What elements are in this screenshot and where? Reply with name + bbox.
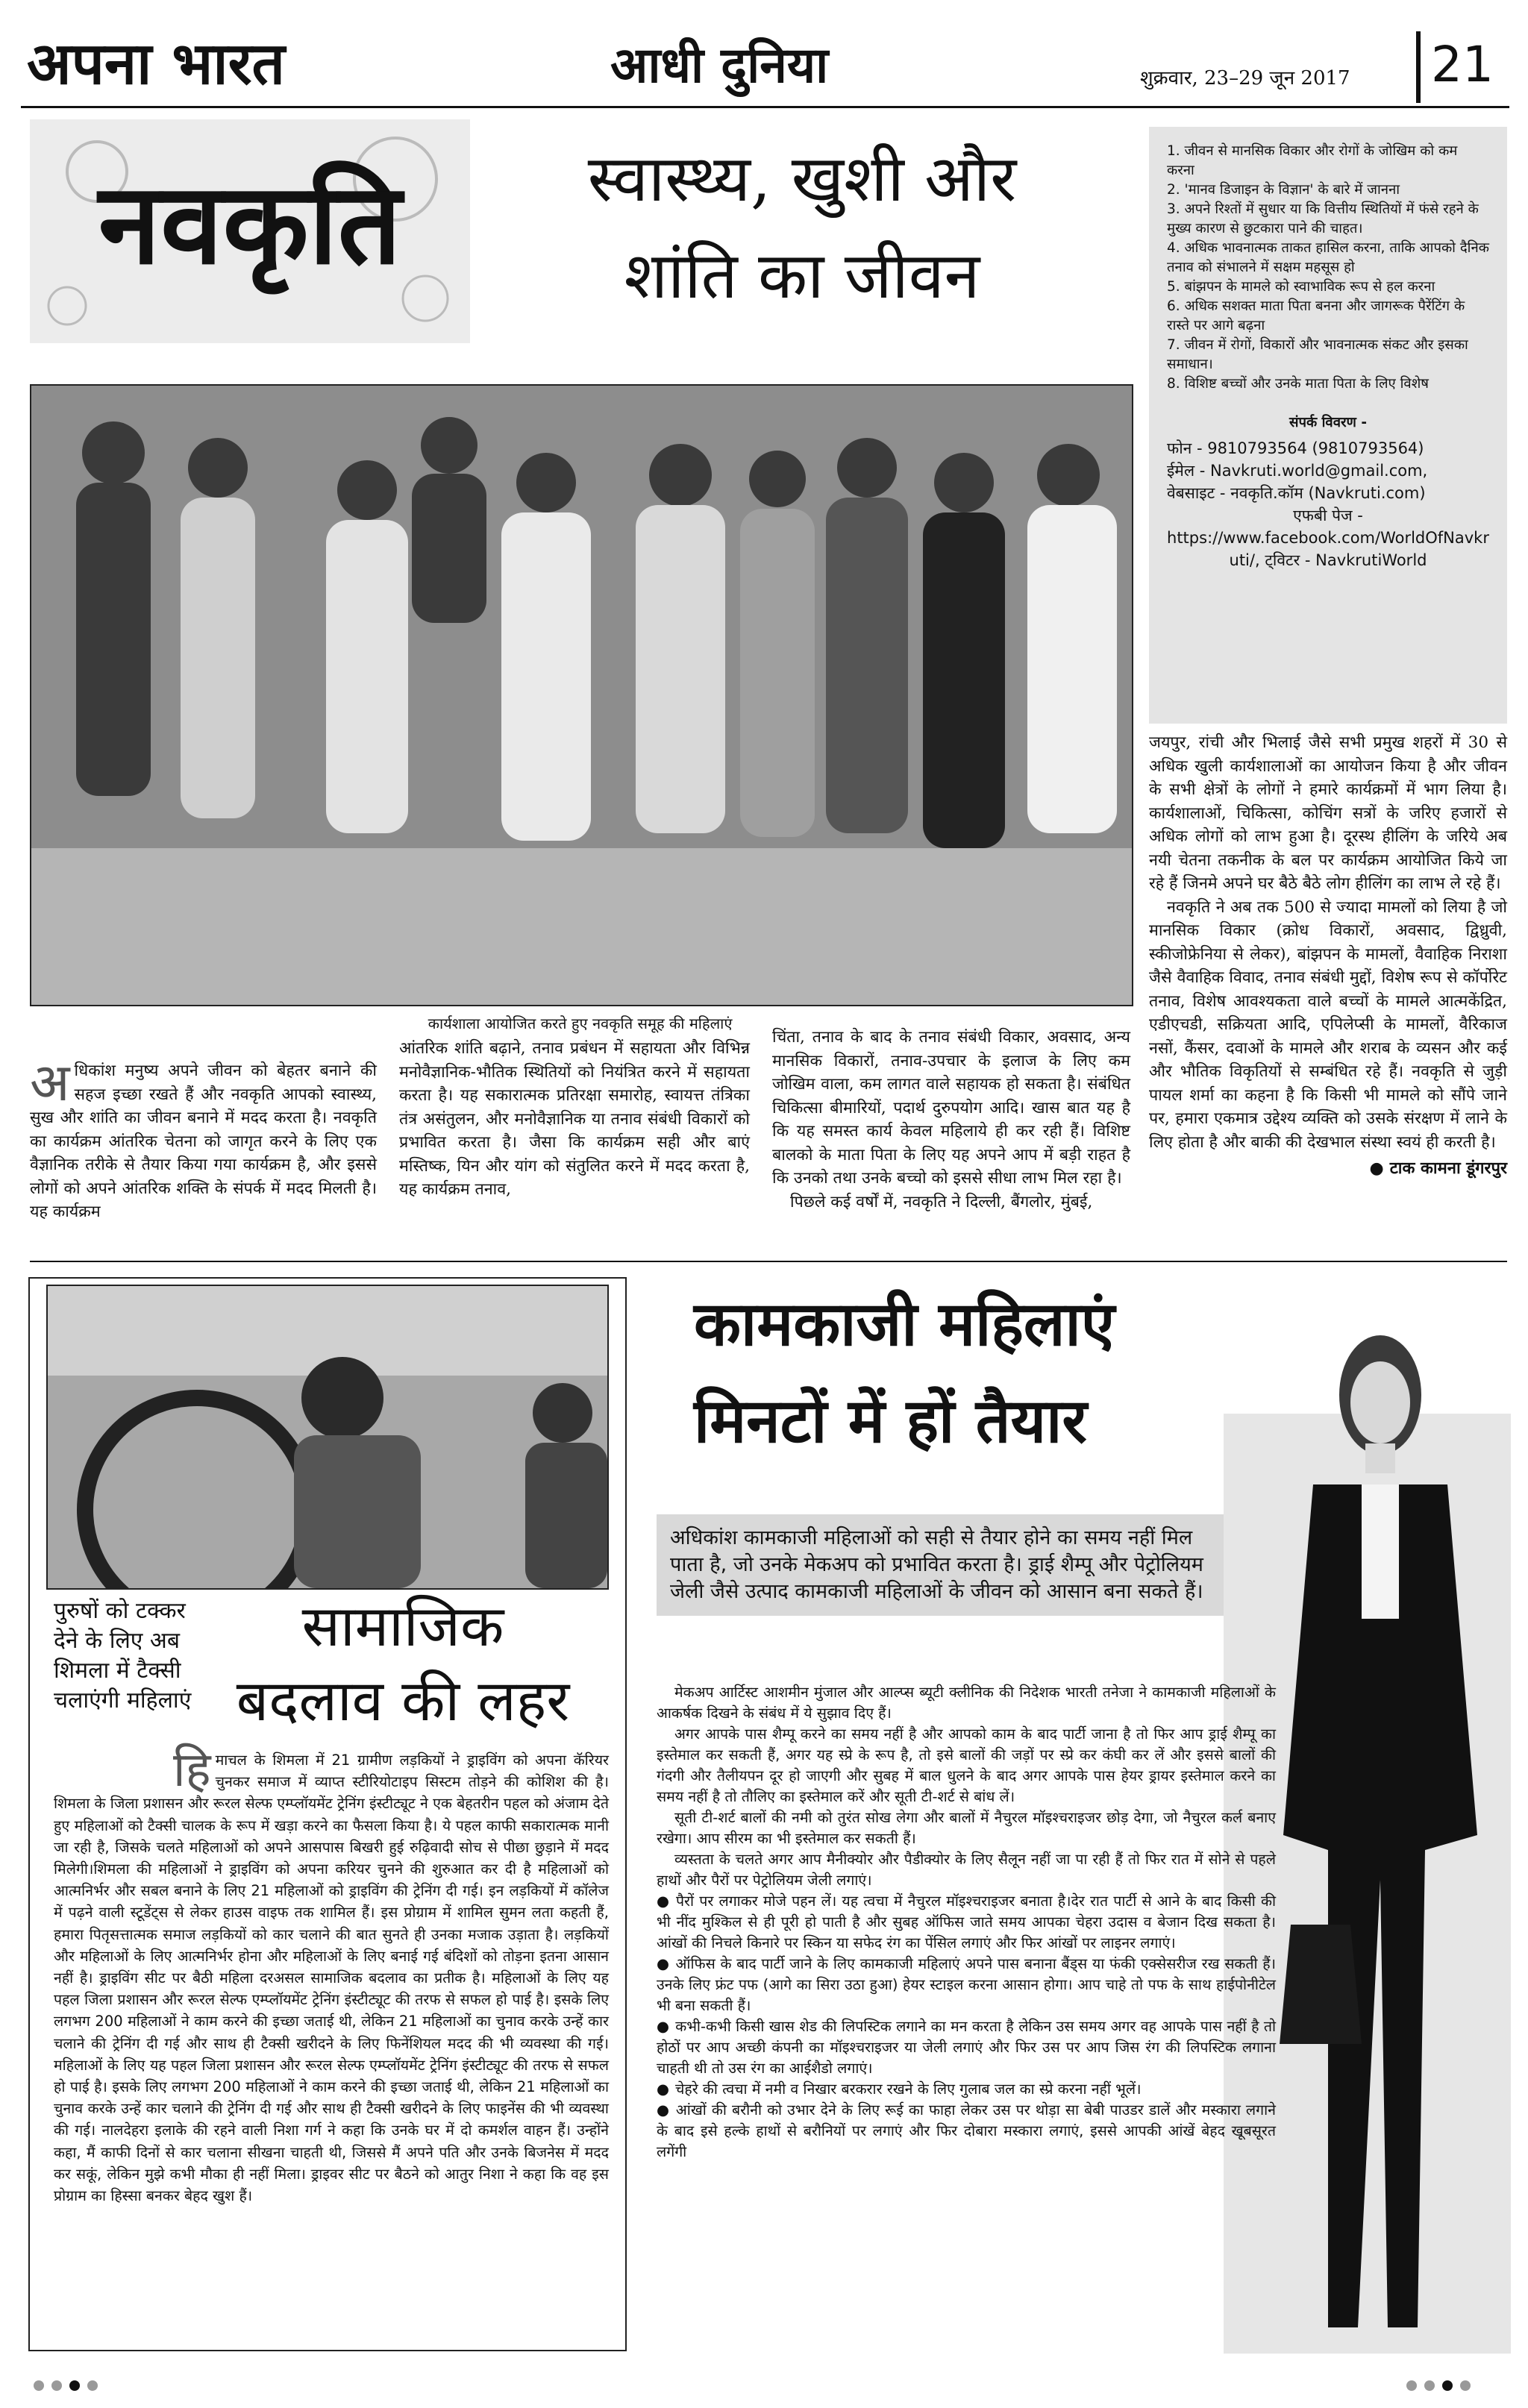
dropcap: हि — [173, 1743, 211, 1798]
left-headline-line-1: सामाजिक — [301, 1593, 504, 1659]
dot-icon — [1424, 2380, 1435, 2391]
page-number: 21 — [1431, 36, 1494, 93]
col3-para-2: पिछले कई वर्षों में, नवकृति ने दिल्ली, बैंगलोर, मुंबई, — [790, 1192, 1093, 1211]
col4-para-2: नवकृति ने अब तक 500 से ज्यादा मामलों को लिया है जो मानसिक विकार (क्रोध विकारों, अवसाद, द्विध्रुवी, स्कीजोफ्रेनिया से लेकर), बांझपन के मामलों, वैवाहिक निराशा जैसे वैवाहिक विवाद, तनाव संबंधी मुद्दों, विशेष रूप से कॉर्पोरेट तनाव, विशेष आवश्यकता वाले बच्चों के मामले आत्मकेंद्रित, एडीएचडी, सक्रियता आदि, एपिलेप्सी के मामलों, वैरिकाज नसों, कैंसर, दवाओं के मामले और शराब के व्यसन और कई और भौतिक विकृतियों से सम्बंधित रहे हैं। नवकृति से जुड़ी पायल शर्मा का कहना है कि किसी भी मामले को सौंपे जाने पर, हमारा एकमात्र उद्देश्य व्यक्ति को उसके संरक्षण में लाने के लिए होता है और बाकी की देखभाल संस्था स्वयं ही करती है। — [1149, 897, 1507, 1152]
contact-facebook: https://www.facebook.com/WorldOfNavkruti/, ट्विटर - NavkrutiWorld — [1167, 529, 1489, 569]
benefit-item: 4. अधिक भावनात्मक ताकत हासिल करना, ताकि आपको दैनिक तनाव को संभालने में सक्षम महसूस हो — [1167, 240, 1489, 275]
footer-dots-left — [30, 2380, 101, 2394]
col1-text: धिकांश मनुष्य अपने जीवन को बेहतर बनाने की सहज इच्छा रखते हैं और नवकृति आपको स्वास्थ्य, सुख और शांति का जीवन बनाने में मदद करता है। नवकृति का कार्यक्रम आंतरिक चेतना को जागृत करने के लिए एक वैज्ञानिक तरीके से तैयार किया गया कार्यक्रम है, और इससे लोगों को अपने आंतरिक शक्ति के संपर्क में मदद मिलती है। यह कार्यक्रम — [30, 1062, 377, 1221]
contact-website: वेबसाइट - नवकृति.कॉम (Navkruti.com) — [1167, 484, 1426, 502]
group-photo — [30, 384, 1133, 1006]
left-headline-line-2: बदलाव की लहर — [236, 1667, 570, 1734]
right-headline-line-1: कामकाजी महिलाएं — [694, 1288, 1115, 1360]
dot-icon — [1406, 2380, 1417, 2391]
dropcap: अ — [30, 1052, 70, 1113]
benefit-item: 5. बांझपन के मामले को स्वाभाविक रूप से हल करना — [1167, 279, 1435, 295]
benefit-item: 6. अधिक सशक्त माता पिता बनना और जागरूक पैरेंटिंग के रास्ते पर आगे बढ़ना — [1167, 298, 1465, 333]
section-rule — [30, 1261, 1507, 1262]
col2-text: आंतरिक शांति बढ़ाने, तनाव प्रबंधन में सहायता और विभिन्न मनोवैज्ञानिक-भौतिक स्थितियों को नियंत्रित करने में सहायता करता है। यह सकारात्मक प्रतिरक्षा समारोह, स्वायत्त तंत्रिका तंत्र असंतुलन, और मनोवैज्ञानिक या तनाव संबंधी विकारों को प्रभावित करता है। जैसा कि कार्यक्रम सही और बाएं मस्तिष्क, यिन और यांग को संतुलित करने में मदद करता है, यह कार्यक्रम तनाव, — [399, 1039, 750, 1199]
benefits-box — [1149, 127, 1507, 724]
contact-phone: फोन - 9810793564 (9810793564) — [1167, 439, 1424, 457]
right-story-body — [657, 1682, 1276, 2163]
col3-para-1: चिंता, तनाव के बाद के तनाव संबंधी विकार, अवसाद, अन्य मानसिक विकारों, तनाव-उपचार के इलाज के लिए कम जोखिम वाला, कम लागत वाले सहायक हो सकता है। संबंधित चिकित्सा बीमारियों, पदार्थ दुरुपयोग आदि। खास बात यह है कि यह समस्त कार्य केवल महिलाये ही कर रही हैं। विशिष्ट बालको के माता पिता के लिए यह अपने आप में बड़ी राहत है कि उनको तथा उनके बच्चो को इससे सीधा लाभ मिल रहा है। — [772, 1028, 1130, 1188]
tip-bullet: ● पैरों पर लगाकर मोजे पहन लें। यह त्वचा में नैचुरल मॉइश्चराइजर बनाता है।देर रात पार्टी से आने के बाद किसी की भी नींद मुश्किल से ही पूरी हो पाती है और सुबह ऑफिस जाते समय आपका चेहरा उदास व बेजान दिख सकता है। आंखों की निचले किनारे पर स्किन या सफेद रंग का पेंसिल लगाएं और फिर आंखों पर लाइनर लगाएं। — [657, 1891, 1276, 1954]
dot-icon — [87, 2380, 98, 2391]
footer-dots-right — [1403, 2380, 1474, 2394]
masthead-rule — [21, 106, 1509, 108]
byline: ● टाक कामना डूंगरपुर — [1149, 1157, 1507, 1181]
dot-icon — [69, 2380, 80, 2391]
right-para: मेकअप आर्टिस्ट आशमीन मुंजाल और आल्प्स ब्यूटी क्लीनिक की निदेशक भारती तनेजा ने कामकाजी महिलाओं के आकर्षक दिखने के संबंध में ये सुझाव दिए हैं। — [657, 1684, 1276, 1722]
top-story-kicker-block — [30, 119, 470, 343]
page-number-divider — [1416, 31, 1421, 103]
benefit-item: 2. 'मानव डिजाइन के विज्ञान' के बारे में जानना — [1167, 182, 1400, 198]
benefit-item: 7. जीवन में रोगों, विकारों और भावनात्मक संकट और इसका समाधान। — [1167, 337, 1468, 372]
benefit-item: 1. जीवन से मानसिक विकार और रोगों के जोखिम को कम करना — [1167, 143, 1458, 178]
contact-title: संपर्क विवरण - — [1289, 415, 1368, 430]
photo-caption: कार्यशाला आयोजित करते हुए नवकृति समूह की महिलाएं — [428, 1015, 733, 1032]
contact-email: ईमेल - Navkruti.world@gmail.com, — [1167, 462, 1428, 480]
contact-fb-label: एफबी पेज - — [1293, 507, 1363, 524]
kicker-title: नवकृति — [98, 158, 402, 289]
car-photo — [46, 1285, 609, 1590]
headline-line-1: स्वास्थ्य, खुशी और — [587, 142, 1017, 216]
tip-bullet: ● ऑफिस के बाद पार्टी जाने के लिए कामकाजी महिलाएं अपने पास बनाना बैंड्स या फंकी एक्सेसरीज रख सकती हैं। उनके लिए फ्रंट पफ (आगे का सिरा उठा हुआ) हेयर स्टाइल करना आसान होगा। आप चाहे तो पफ के साथ हाईपोनीटेल भी बना सकती हैं। — [657, 1954, 1276, 2016]
masthead — [21, 22, 1509, 109]
left-story-text: माचल के शिमला में 21 ग्रामीण लड़कियों ने ड्राइविंग को अपना कॅरियर चुनकर समाज में व्याप्त स्टीरियोटाइप सिस्टम तोड़ने की कोशिश की है।शिमला के जिला प्रशासन और रूरल सेल्फ एम्प्लॉयमेंट ट्रेनिंग इंस्टीट्यूट ने एक बेहतरीन पहल को अंजाम देते हुए महिलाओं को टैक्सी चालक के रूप में खड़ा करने का फैसला किया है। ये पहल काफी सकारात्मक मानी जा रही है, जिसके चलते महिलाओं को अपने आसपास बिखरी हुई रुढ़िवादी सोच से पीछा छुड़ाने में मदद मिलेगी।शिमला की महिलाओं ने ड्राइविंग को अपना करियर चुनने की शुरुआत कर दी है महिलाओं को आत्मनिर्भर और सबल बनाने के लिए 21 महिलाओं को ड्राइविंग की ट्रेनिंग दी गई। इन लड़कियों में कॉलेज में पढ़ने वाली स्टूडेंट्स से लेकर हाउस वाइफ तक शामिल हैं। इस प्रोग्राम में शामिल सुमन लता कहती हैं, हमारा पितृसत्तात्मक समाज लड़कियों को कार चलाने की बात सुनते ही उनका मजाक उड़ाता है। लड़कियों और महिलाओं के लिए आत्मनिर्भर होना और महिलाओं के लिए बनाई गई बंदिशों को तोड़ना इतना आसान नहीं है। ड्राइविंग सीट पर बैठी महिला दरअसल सामाजिक बदलाव का प्रतीक है। महिलाओं के लिए यह पहल जिला प्रशासन और रूरल सेल्फ एम्प्लॉयमेंट ट्रेनिंग इंस्टीट्यूट की तरफ से सफल हो पाई है। इसके लिए लगभग 200 महिलाओं ने काम करने की इच्छा जताई थी, लेकिन 21 महिलाओं का चुनाव करके उन्हें कार चलाने की ट्रेनिंग दी गई और साथ ही टैक्सी खरीदने के लिए फिनेंशियल मदद की भी व्यवस्था की गई। महिलाओं के लिए यह पहल जिला प्रशासन और रूरल सेल्फ एम्प्लॉयमेंट ट्रेनिंग इंस्टीट्यूट की तरफ से सफल हो पाई है। इसके लिए लगभग 200 महिलाओं ने काम करने की इच्छा जताई थी, लेकिन 21 महिलाओं का चुनाव करके उन्हें कार चलाने की ट्रेनिंग दी गई और साथ ही टैक्सी खरीदने के लिए फाइनेंस की भी व्यवस्था की गई। नालदेहरा इलाके की रहने वाली निशा गर्ग ने कहा कि उनके घर में दो कमर्शल वाहन हैं। उन्होंने कहा, मैं काफी दिनों से कार चलाना सीखना चाहती थी, जिससे मैं अपने पति और उनके बिजनेस में मदद कर सकूं, लेकिन मुझे कभी मौका ही नहीं मिला। ड्राइवर सीट पर बैठने को आतुर निशा ने कहा कि वह इस प्रोग्राम का हिस्सा बनकर बेहद खुश हैं। — [54, 1752, 609, 2205]
benefit-item: 3. अपने रिश्तों में सुधार या कि वित्तीय स्थितियों में फंसे रहने के मुख्य कारण से छुटकारा पाने की चाहत। — [1167, 201, 1479, 236]
top-headline — [478, 131, 1127, 324]
dot-icon — [1442, 2380, 1453, 2391]
left-story-body — [54, 1743, 609, 2207]
top-story-col-4 — [1149, 731, 1507, 1181]
section-title: आधी दुनिया — [610, 36, 829, 94]
right-para: अगर आपके पास शैम्पू करने का समय नहीं है और आपको काम के बाद पार्टी जाना है तो फिर आप ड्राई शैम्पू का इस्तेमाल कर सकती हैं, अगर यह स्प्रे के रूप है, तो इसे बालों की जड़ों पर स्प्रे कर कंघी कर लें और इससे बालों की गंदगी और तैलीयपन दूर हो जाएगी और सुबह में बाल धुलने के बाद अगर आपके पास हेयर ड्रायर इस्तेमाल करने का समय नहीं है तो तौलिए का इस्तेमाल करें और सूती टी-शर्ट से बांध लें। — [657, 1725, 1276, 1805]
right-headline — [649, 1283, 1261, 1462]
col4-para-1: जयपुर, रांची और भिलाई जैसे सभी प्रमुख शहरों में 30 से अधिक खुली कार्यशालाओं का आयोजन किया है और जीवन के सभी क्षेत्रों के लोगों ने हमारे कार्यक्रमों में भाग लिया है। कार्यशालाओं, चिकित्सा, कोचिंग सत्रों के जरिए हजारों से अधिक लोगों को लाभ हुआ है। दूरस्थ हीलिंग के जरिये अब नयी चेतना तकनीक के बल पर कार्यक्रम आयोजित किये जा रहे हैं जिनमे अपने घर बैठे बैठे लोग हीलिंग का लाभ ले रहे हैं। — [1149, 733, 1507, 893]
top-story-col-1 — [30, 1052, 377, 1224]
right-para: सूती टी-शर्ट बालों की नमी को तुरंत सोख लेगा और बालों में नैचुरल मॉइश्चराइजर छोड़ देगा, जो नैचुरल कर्ल बनाए रखेगा। आप सीरम का भी इस्तेमाल कर सकती हैं। — [657, 1809, 1276, 1847]
dot-icon — [34, 2380, 44, 2391]
right-para: व्यस्तता के चलते अगर आप मैनीक्योर और पैडीक्योर के लिए सैलून नहीं जा पा रही हैं तो फिर रात में सोने से पहले हाथों और पैरों पर पेट्रोलियम जेली लगाएं। — [657, 1851, 1276, 1889]
tip-bullet: ● आंखों की बरौनी को उभार देने के लिए रूई का फाहा लेकर उस पर थोड़ा सा बेबी पाउडर डालें और मस्कारा लगाने के बाद इसे हल्के हाथों से बरौनियों पर लगाएं और फिर दोबारा मस्कारा लगाएं, इससे आपकी आंखें बेहद खूबसूरत लगेंगी — [657, 2100, 1276, 2163]
right-headline-line-2: मिनटों में हों तैयार — [694, 1385, 1087, 1457]
paper-brand: अपना भारत — [27, 30, 285, 98]
benefit-item: 8. विशिष्ट बच्चों और उनके माता पिता के लिए विशेष — [1167, 376, 1429, 392]
headline-line-2: शांति का जीवन — [624, 239, 980, 313]
issue-date: शुक्रवार, 23–29 जून 2017 — [1140, 67, 1350, 90]
side-kicker: पुरुषों को टक्कर देने के लिए अब शिमला में टैक्सी चलाएंगी महिलाएं — [54, 1598, 192, 1713]
right-intro-box: अधिकांश कामकाजी महिलाओं को सही से तैयार होने का समय नहीं मिल पाता है, जो उनके मेकअप को प्रभावित करता है। ड्राई शैम्पू और पेट्रोलियम जेली जैसे उत्पाद कामकाजी महिलाओं के जीवन को आसान बना सकते हैं। — [657, 1514, 1224, 1616]
top-story-col-3 — [772, 1026, 1130, 1214]
group-photo-figures — [31, 386, 1132, 1005]
top-story-col-2 — [399, 1037, 750, 1202]
dot-icon — [51, 2380, 62, 2391]
tip-bullet: ● कभी-कभी किसी खास शेड की लिपस्टिक लगाने का मन करता है लेकिन उस समय अगर वह आपके पास नहीं है तो होठों पर आप अच्छी कंपनी का मॉइश्चराइजर या जेली लगाएं और फिर उस पर आप जिस रंग की लिपस्टिक लगाना चाहती थी तो उस रंग का आईशैडो लगाएं। — [657, 2016, 1276, 2079]
left-headline — [194, 1589, 612, 1738]
dot-icon — [1460, 2380, 1471, 2391]
tip-bullet: ● चेहरे की त्वचा में नमी व निखार बरकरार रखने के लिए गुलाब जल का स्प्रे करना नहीं भूलें। — [657, 2079, 1276, 2100]
